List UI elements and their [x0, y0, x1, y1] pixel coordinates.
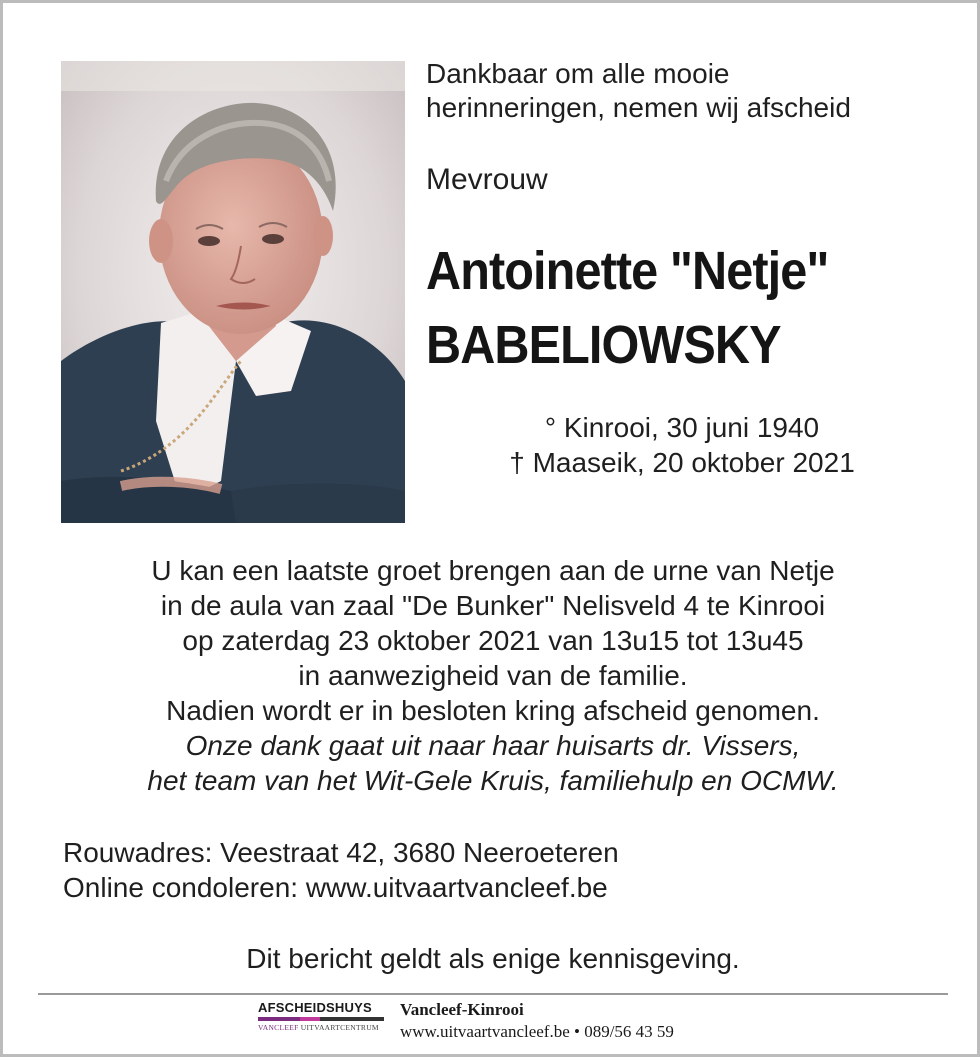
- thanks-line-1: Onze dank gaat uit naar haar huisarts dr. Vissers,: [185, 730, 801, 761]
- last-name: BABELIOWSKY: [426, 315, 781, 375]
- intro-line-1: Dankbaar om alle mooie: [426, 58, 730, 89]
- ceremony-line-3: op zaterdag 23 oktober 2021 van 13u15 tot 13u45: [182, 625, 804, 656]
- online-condolence: Online condoleren: www.uitvaartvancleef.be: [63, 872, 608, 903]
- birth-date: ° Kinrooi, 30 juni 1940: [544, 412, 820, 443]
- logo-bar-purple: [258, 1017, 300, 1021]
- logo-brand: VANCLEEF: [258, 1023, 299, 1032]
- company-name: Vancleef-Kinrooi: [400, 1000, 524, 1019]
- mourning-address: Rouwadres: Veestraat 42, 3680 Neeroeteren: [63, 837, 619, 868]
- ceremony-line-2: in de aula van zaal "De Bunker" Nelisveld 4 te Kinrooi: [160, 590, 826, 621]
- logo-bar-magenta: [300, 1017, 320, 1021]
- portrait-illustration: [61, 61, 405, 523]
- intro-text: [426, 57, 851, 125]
- logo-color-bars: [258, 1017, 384, 1021]
- ceremony-info: [43, 553, 943, 798]
- contact-info: [63, 835, 619, 905]
- footer-divider: [38, 993, 948, 995]
- portrait-photo: [61, 61, 405, 523]
- website-phone: www.uitvaartvancleef.be • 089/56 43 59: [400, 1022, 674, 1041]
- death-date: † Maaseik, 20 oktober 2021: [509, 447, 855, 478]
- intro-line-2: herinneringen, nemen wij afscheid: [426, 92, 851, 123]
- logo-bar-dark: [320, 1017, 384, 1021]
- funeral-home-logo: [258, 1000, 384, 1032]
- ceremony-line-5: Nadien wordt er in besloten kring afscheid genomen.: [166, 695, 820, 726]
- footer-info: [400, 999, 674, 1043]
- life-dates: [426, 410, 938, 480]
- ceremony-line-4: in aanwezigheid van de familie.: [298, 660, 688, 691]
- first-name: Antoinette "Netje": [426, 241, 829, 301]
- deceased-name: [426, 234, 829, 382]
- logo-title: AFSCHEIDSHUYS: [258, 1000, 372, 1015]
- ceremony-line-1: U kan een laatste groet brengen aan de urne van Netje: [151, 555, 835, 586]
- logo-sub: UITVAARTCENTRUM: [300, 1023, 379, 1032]
- thanks-line-2: het team van het Wit-Gele Kruis, familiehulp en OCMW.: [147, 765, 839, 796]
- title-word: Mevrouw: [426, 163, 548, 196]
- logo-subtitle: [258, 1023, 384, 1032]
- notice-text: Dit bericht geldt als enige kennisgeving.: [246, 943, 740, 974]
